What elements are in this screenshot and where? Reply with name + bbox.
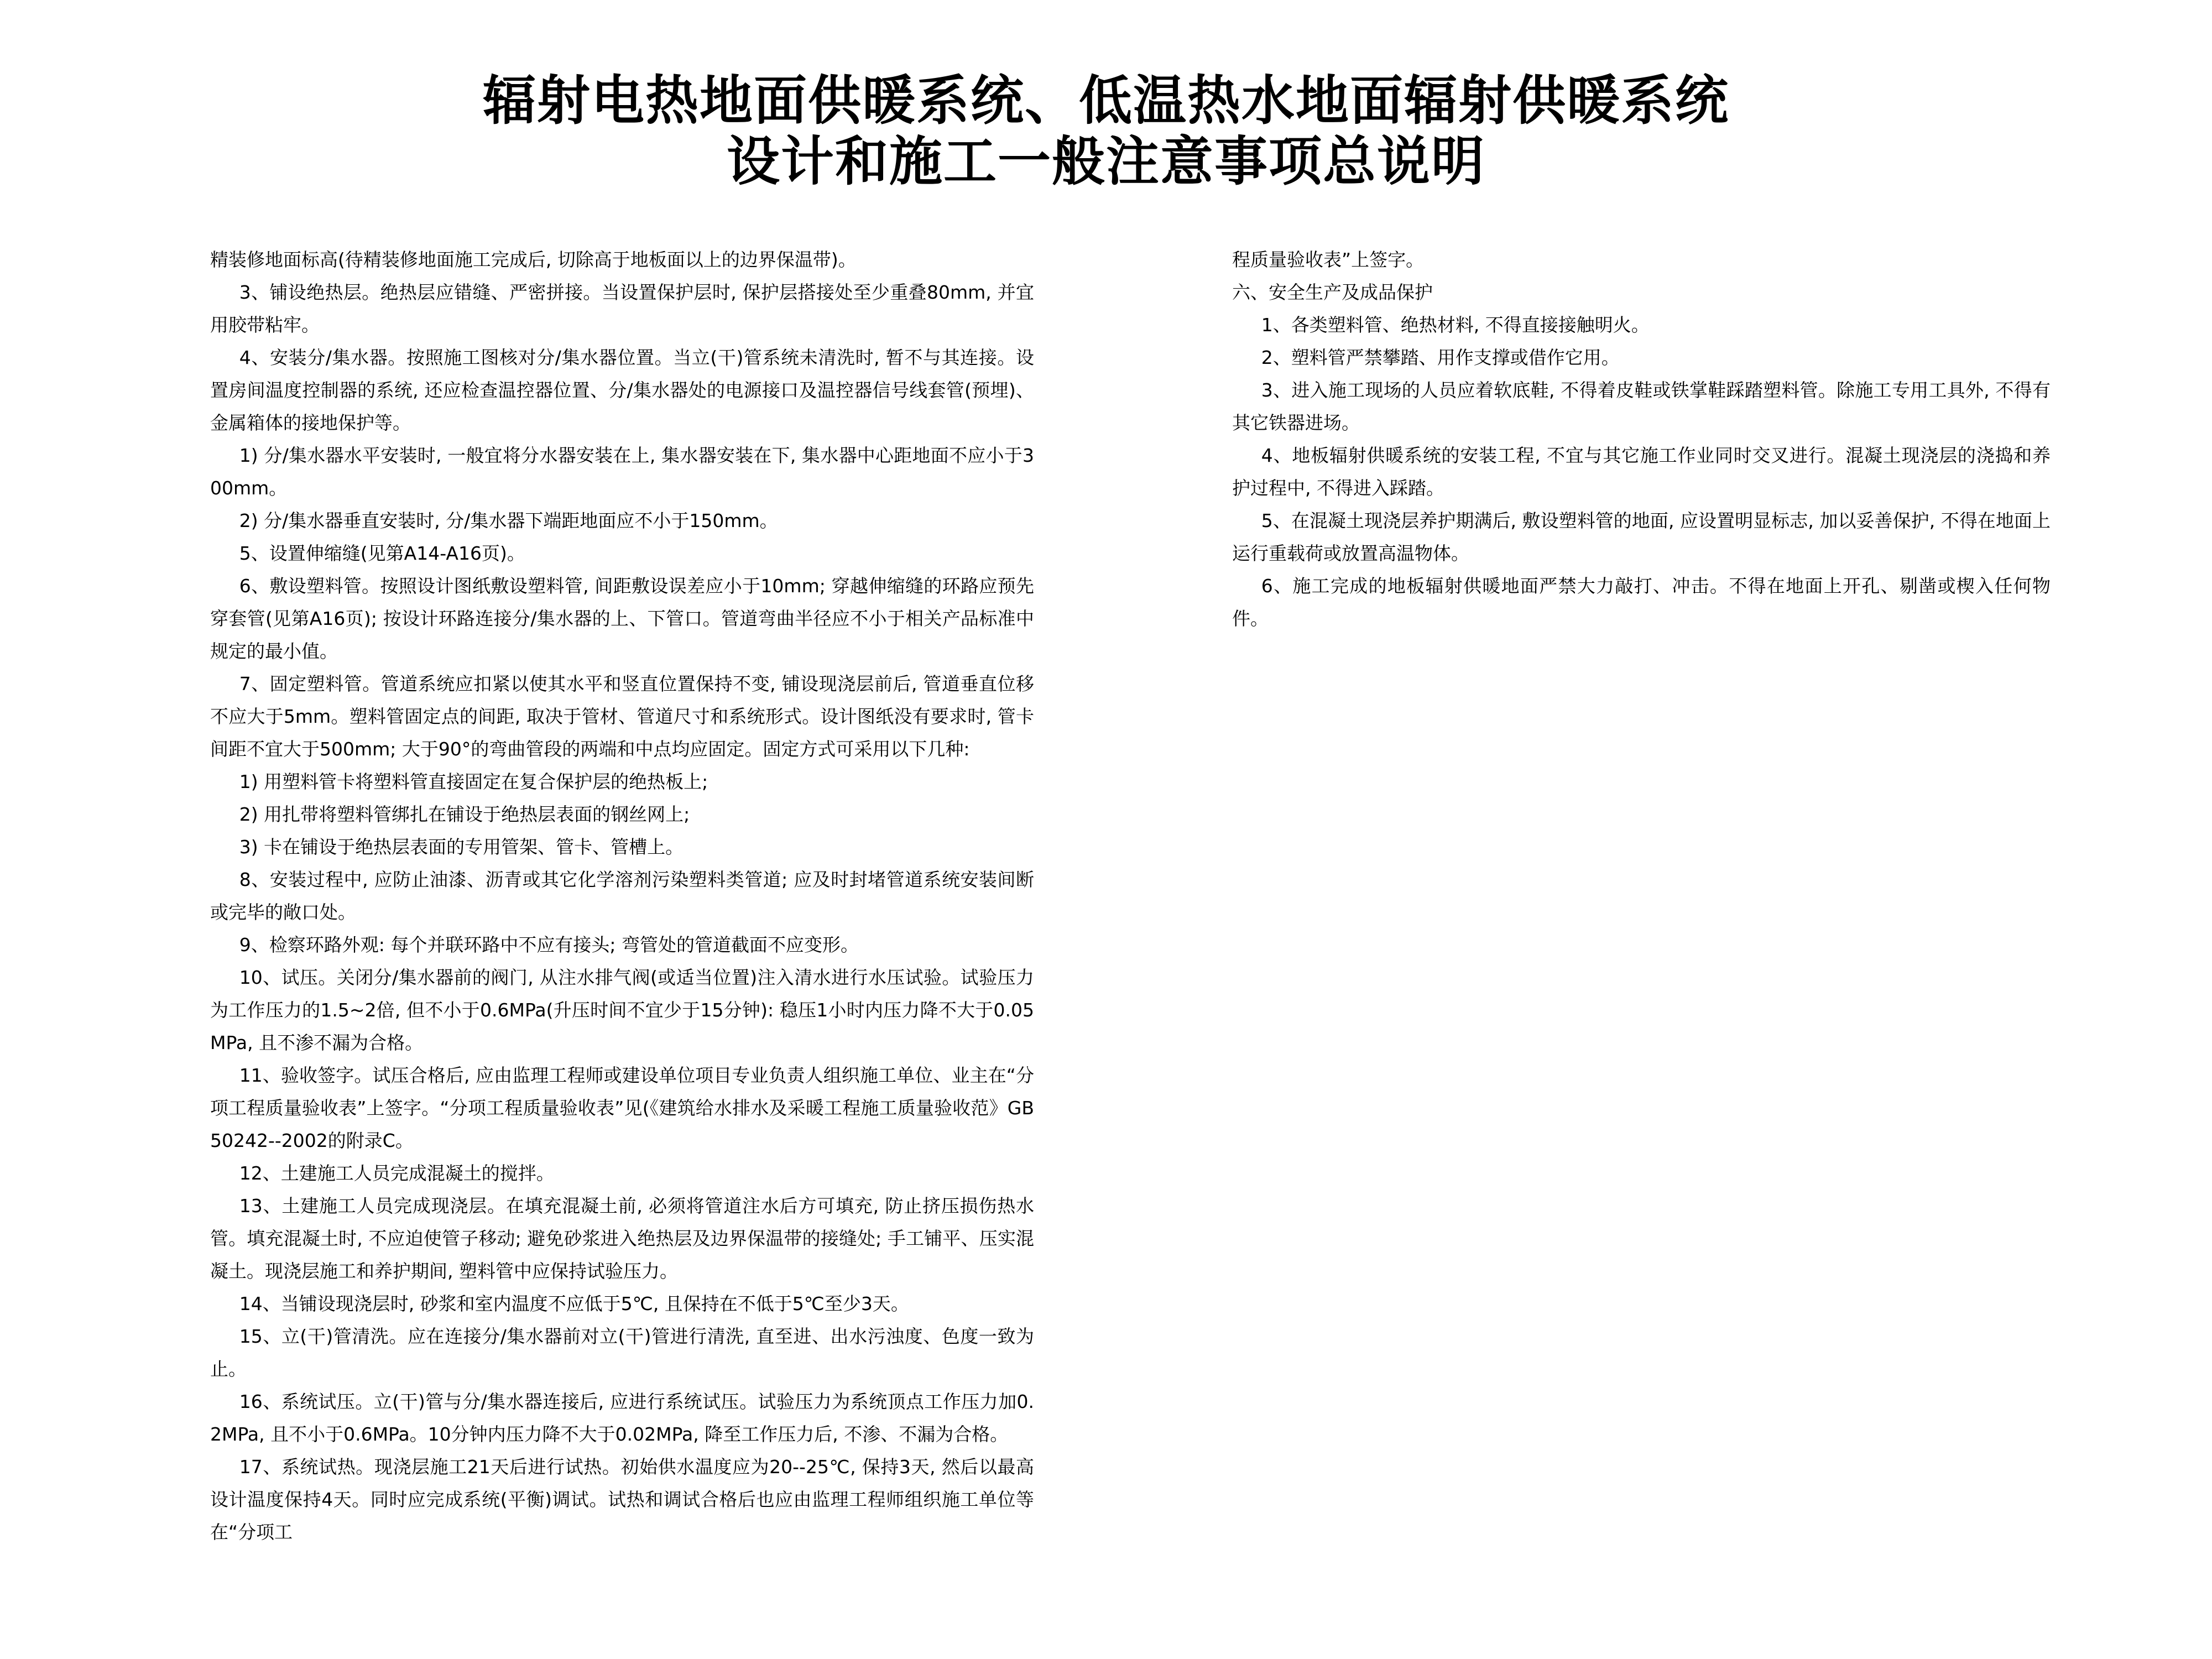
paragraph: 5、设置伸缩缝(见第A14-A16页)。 [239,542,525,564]
paragraph: 1、各类塑料管、绝热材料, 不得直接接触明火。 [1261,314,1650,336]
document-title-line-1: 辐射电热地面供暖系统、低温热水地面辐射供暖系统 [483,70,1729,132]
paragraph: 1) 分/集水器水平安装时, 一般宜将分水器安装在上, 集水器安装在下, 集水器中心距地面不应小于300mm。 [210,445,1034,499]
paragraph: 精装修地面标高(待精装修地面施工完成后, 切除高于地板面以上的边界保温带)。 [210,249,857,270]
paragraph: 10、试压。关闭分/集水器前的阀门, 从注水排气阀(或适当位置)注入清水进行水压试验。试验压力为工作压力的1.5~2倍, 但不小于0.6MPa(升压时间不宜少于15分钟): 稳压1小时内压力降不大于0.05MPa, 且不渗不漏为合格。 [210,967,1034,1053]
paragraph: 2) 用扎带将塑料管绑扎在铺设于绝热层表面的钢丝网上; [239,804,690,825]
paragraph: 2、塑料管严禁攀踏、用作支撑或借作它用。 [1261,347,1620,368]
paragraph: 4、安装分/集水器。按照施工图核对分/集水器位置。当立(干)管系统未清洗时, 暂不与其连接。设置房间温度控制器的系统, 还应检查温控器位置、分/集水器处的电源接口及温控器信号线套管(预埋)、金属箱体的接地保护等。 [210,347,1034,434]
paragraph: 2) 分/集水器垂直安装时, 分/集水器下端距地面应不小于150mm。 [239,510,778,531]
paragraph: 15、立(干)管清洗。应在连接分/集水器前对立(干)管进行清洗, 直至进、出水污浊度、色度一致为止。 [210,1326,1034,1380]
paragraph: 8、安装过程中, 应防止油漆、沥青或其它化学溶剂污染塑料类管道; 应及时封堵管道系统安装间断或完毕的敞口处。 [210,869,1034,923]
paragraph: 6、敷设塑料管。按照设计图纸敷设塑料管, 间距敷设误差应小于10mm; 穿越伸缩缝的环路应预先穿套管(见第A16页); 按设计环路连接分/集水器的上、下管口。管道弯曲半径应不小于相关产品标准中规定的最小值。 [210,575,1034,662]
paragraph: 12、土建施工人员完成混凝土的搅拌。 [239,1162,555,1184]
paragraph: 4、地板辐射供暖系统的安装工程, 不宜与其它施工作业同时交叉进行。混凝土现浇层的浇捣和养护过程中, 不得进入踩踏。 [1232,445,2051,499]
paragraph: 6、施工完成的地板辐射供暖地面严禁大力敲打、冲击。不得在地面上开孔、剔凿或楔入任何物件。 [1232,575,2051,629]
paragraph: 14、当铺设现浇层时, 砂浆和室内温度不应低于5℃, 且保持在不低于5℃至少3天。 [239,1293,909,1314]
paragraph: 3) 卡在铺设于绝热层表面的专用管架、管卡、管槽上。 [239,836,684,858]
paragraph: 11、验收签字。试压合格后, 应由监理工程师或建设单位项目专业负责人组织施工单位、业主在“分项工程质量验收表”上签字。“分项工程质量验收表”见(《建筑给水排水及采暖工程施工质量验收范》GB 50242--2002的附录C。 [210,1065,1034,1151]
paragraph: 17、系统试热。现浇层施工21天后进行试热。初始供水温度应为20--25℃, 保持3天, 然后以最高设计温度保持4天。同时应完成系统(平衡)调试。试热和调试合格后也应由监理工程师组织施工单位等在“分项工 [210,1456,1034,1543]
paragraph: 16、系统试压。立(干)管与分/集水器连接后, 应进行系统试压。试验压力为系统顶点工作压力加0.2MPa, 且不小于0.6MPa。10分钟内压力降不大于0.02MPa, 降至工作压力后, 不渗、不漏为合格。 [210,1391,1034,1445]
paragraph: 3、进入施工现场的人员应着软底鞋, 不得着皮鞋或铁掌鞋踩踏塑料管。除施工专用工具外, 不得有其它铁器进场。 [1232,379,2051,434]
paragraph: 1) 用塑料管卡将塑料管直接固定在复合保护层的绝热板上; [239,771,708,792]
paragraph: 3、铺设绝热层。绝热层应错缝、严密拼接。当设置保护层时, 保护层搭接处至少重叠80mm, 并宜用胶带粘牢。 [210,281,1034,336]
paragraph: 5、在混凝土现浇层养护期满后, 敷设塑料管的地面, 应设置明显标志, 加以妥善保护, 不得在地面上运行重载荷或放置高温物体。 [1232,510,2051,564]
document-title-line-2: 设计和施工一般注意事项总说明 [727,131,1485,192]
paragraph: 9、检察环路外观: 每个并联环路中不应有接头; 弯管处的管道截面不应变形。 [239,934,859,956]
left-text-column [210,243,1034,1548]
right-text-column [1232,243,2051,635]
paragraph: 程质量验收表”上签字。 [1232,249,1425,270]
paragraph: 13、土建施工人员完成现浇层。在填充混凝土前, 必须将管道注水后方可填充, 防止挤压损伤热水管。填充混凝土时, 不应迫使管子移动; 避免砂浆进入绝热层及边界保温带的接缝处; 手工铺平、压实混凝土。现浇层施工和养护期间, 塑料管中应保持试验压力。 [210,1195,1034,1282]
section-heading: 六、安全生产及成品保护 [1232,281,1433,303]
paragraph: 7、固定塑料管。管道系统应扣紧以使其水平和竖直位置保持不变, 铺设现浇层前后, 管道垂直位移不应大于5mm。塑料管固定点的间距, 取决于管材、管道尺寸和系统形式。设计图纸没有要求时, 管卡间距不宜大于500mm; 大于90°的弯曲管段的两端和中点均应固定。固定方式可采用以下几种: [210,673,1034,760]
